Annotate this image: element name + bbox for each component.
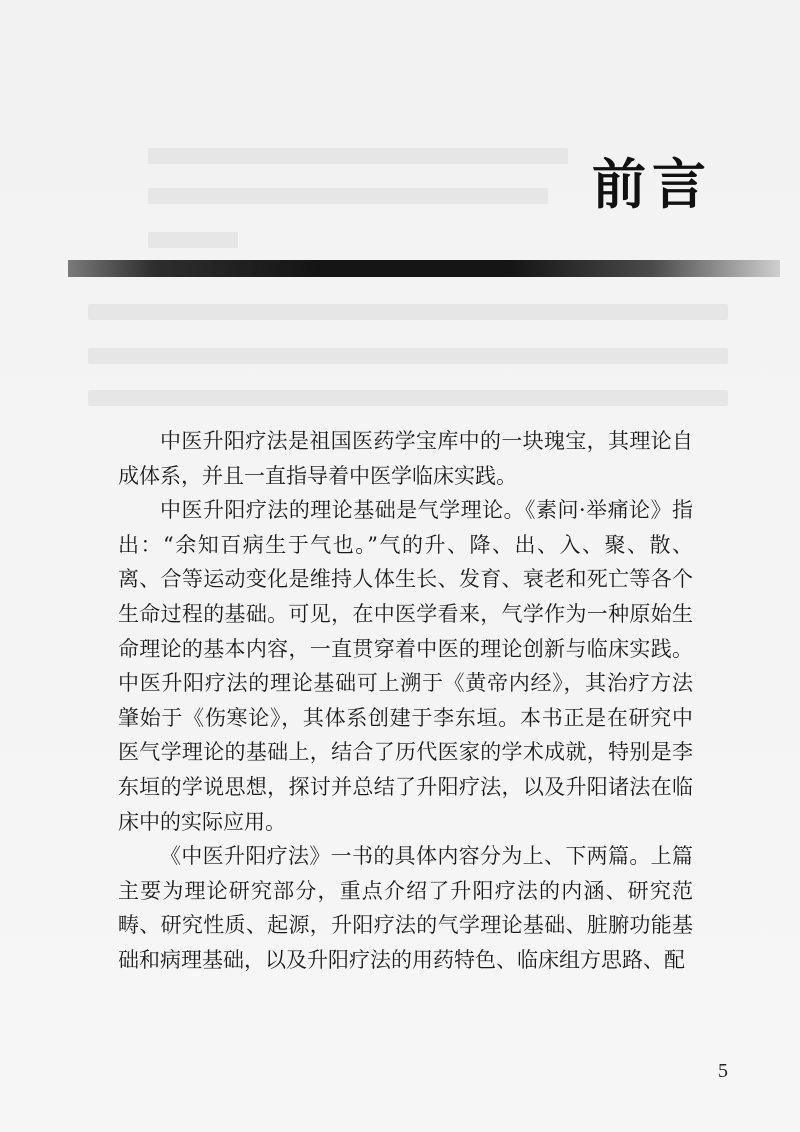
body-text: [118, 424, 693, 978]
show-through-text: [0, 0, 800, 440]
page-number: 5: [718, 1060, 728, 1082]
header-rule: [68, 260, 780, 277]
page-title: 前言: [592, 153, 712, 216]
paragraph: 《中医升阳疗法》一书的具体内容分为上、下两篇。上篇主要为理论研究部分，重点介绍了升阳疗法的内涵、研究范畴、研究性质、起源，升阳疗法的气学理论基础、脏腑功能基础和病理基础，以及升阳疗法的用药特色、临床组方思路、配: [118, 844, 693, 972]
paragraph: 中医升阳疗法的理论基础是气学理论。《素问·举痛论》指出：“余知百病生于气也。”气的升、降、出、入、聚、散、离、合等运动变化是维持人体生长、发育、衰老和死亡等各个生命过程的基础。可见，在中医学看来，气学作为一种原始生命理论的基本内容，一直贯穿着中医的理论创新与临床实践。中医升阳疗法的理论基础可上溯于《黄帝内经》，其治疗方法肇始于《伤寒论》，其体系创建于李东垣。本书正是在研究中医气学理论的基础上，结合了历代医家的学术成就，特别是李东垣的学说思想，探讨并总结了升阳疗法，以及升阳诸法在临床中的实际应用。: [118, 498, 693, 834]
paragraph: 中医升阳疗法是祖国医药学宝库中的一块瑰宝，其理论自成体系，并且一直指导着中医学临床实践。: [118, 429, 693, 488]
